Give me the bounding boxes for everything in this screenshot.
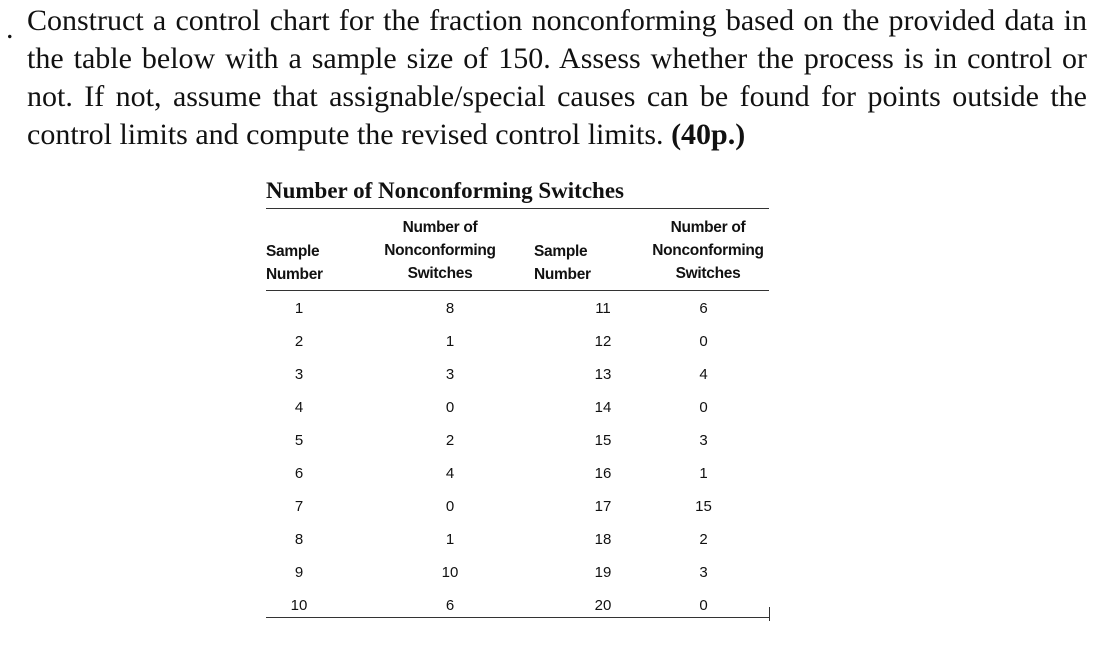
- problem-text: Construct a control chart for the fraction nonconforming based on the provided data in the table below with a sample size of 150. Assess whether the process is in control or not. If not, assume that assignable/special causes can be found for points outside the control limits and compute the revised control limits.: [27, 4, 1087, 151]
- sample-number: 15: [594, 432, 612, 449]
- sample-number: 4: [294, 399, 304, 416]
- nonconforming-count: 3: [699, 432, 708, 449]
- sample-number: 16: [594, 465, 612, 482]
- nonconforming-count: 0: [445, 498, 455, 515]
- nonconforming-count: 2: [699, 531, 708, 548]
- nonconforming-count: 0: [699, 399, 708, 416]
- nonconforming-count: 6: [445, 597, 455, 614]
- table-row: [266, 490, 769, 523]
- nonconforming-count: 0: [699, 597, 708, 614]
- header-sample-number-left: Sample Number: [266, 243, 323, 283]
- nonconforming-count: 0: [445, 399, 455, 416]
- table-header-rule: [266, 290, 769, 291]
- sample-number: 9: [294, 564, 304, 581]
- sample-number: 6: [294, 465, 304, 482]
- header-sample-number-right: Sample Number: [534, 243, 591, 283]
- nonconforming-count: 3: [445, 366, 455, 383]
- sample-number: 7: [294, 498, 304, 515]
- sample-number: 17: [594, 498, 612, 515]
- sample-number: 20: [594, 597, 612, 614]
- text-cursor-mark: [769, 607, 770, 621]
- table-row: [266, 358, 769, 391]
- list-bullet: .: [6, 12, 14, 45]
- nonconforming-count: 8: [445, 300, 455, 317]
- sample-number: 12: [594, 333, 612, 350]
- sample-number: 8: [294, 531, 304, 548]
- sample-number: 18: [594, 531, 612, 548]
- nonconforming-count: 6: [699, 300, 708, 317]
- table-row: [266, 292, 769, 325]
- table-row: [266, 523, 769, 556]
- nonconforming-count: 15: [695, 498, 712, 515]
- table-bottom-rule: [266, 617, 769, 618]
- header-nonconforming-left: Number of Nonconforming Switches: [384, 219, 496, 282]
- points-value: (40p.): [671, 118, 746, 151]
- problem-statement: [27, 2, 1087, 154]
- table-row: [266, 457, 769, 490]
- sample-number: 3: [294, 366, 304, 383]
- nonconforming-count: 1: [699, 465, 708, 482]
- sample-number: 13: [594, 366, 612, 383]
- table-row: [266, 325, 769, 358]
- table-title: Number of Nonconforming Switches: [266, 178, 624, 203]
- nonconforming-count: 2: [445, 432, 455, 449]
- nonconforming-table: [266, 292, 769, 622]
- header-nonconforming-right: Number of Nonconforming Switches: [652, 219, 764, 282]
- table-top-rule: [266, 208, 769, 209]
- sample-number: 1: [294, 300, 304, 317]
- sample-number: 11: [595, 300, 611, 317]
- nonconforming-count: 1: [445, 333, 455, 350]
- table-row: [266, 391, 769, 424]
- table-row: [266, 556, 769, 589]
- nonconforming-count: 4: [699, 366, 708, 383]
- nonconforming-count: 4: [445, 465, 455, 482]
- sample-number: 14: [594, 399, 612, 416]
- sample-number: 5: [294, 432, 304, 449]
- nonconforming-count: 3: [699, 564, 708, 581]
- sample-number: 19: [594, 564, 612, 581]
- sample-number: 2: [294, 333, 304, 350]
- table-row: [266, 424, 769, 457]
- sample-number: 10: [290, 597, 308, 614]
- nonconforming-count: 1: [445, 531, 455, 548]
- nonconforming-count: 10: [441, 564, 459, 581]
- nonconforming-count: 0: [699, 333, 708, 350]
